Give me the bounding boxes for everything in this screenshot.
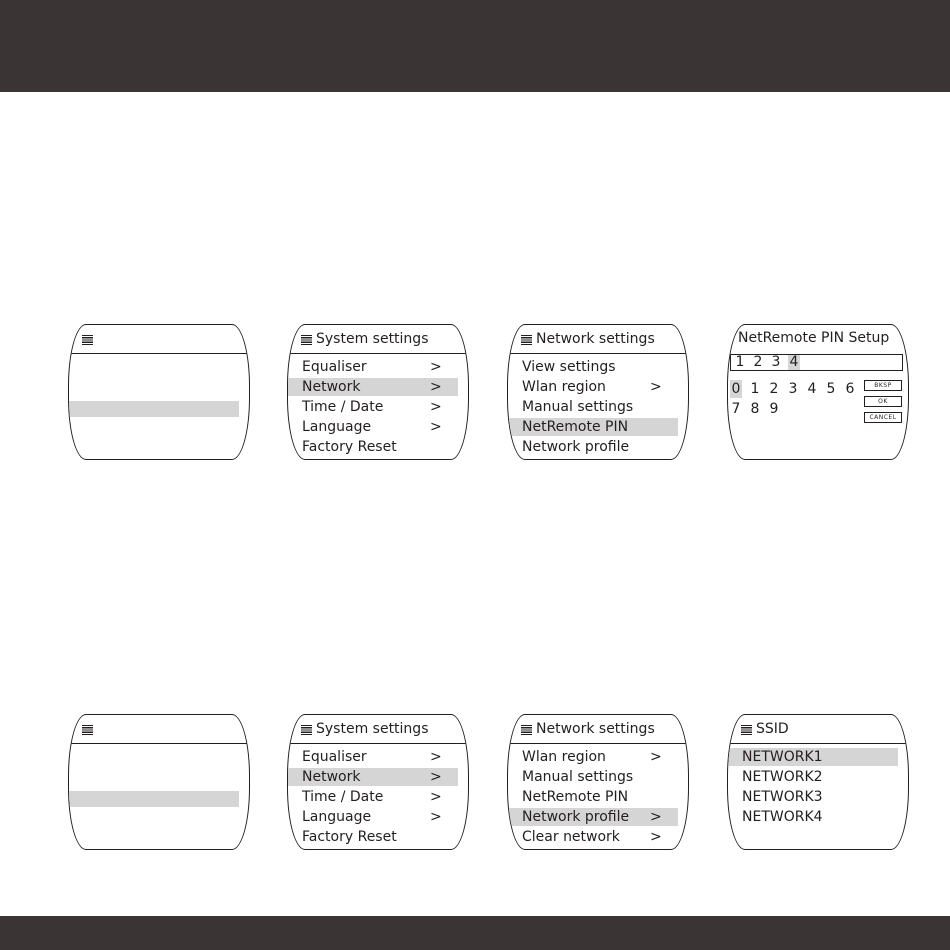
menu-icon [521,335,532,345]
ssid-label: NETWORK4 [742,809,823,825]
menu-item-label: Equaliser [302,359,367,375]
key-0[interactable]: 0 [731,381,741,397]
menu-item-manual-settings[interactable] [508,768,678,786]
menu-item-equaliser[interactable] [288,748,458,766]
menu-item-clear-network[interactable] [508,828,678,846]
chevron-right-icon: > [650,829,662,845]
screen-header [508,715,688,744]
menu-item-label: Language [302,809,372,825]
pin-digit: 4 [789,354,799,370]
screen-title: System settings [316,331,429,347]
menu-item-label: NetRemote PIN [522,419,629,435]
key-2[interactable]: 2 [769,381,779,397]
menu-icon [301,335,312,345]
key-1[interactable]: 1 [750,381,760,397]
screen-header [69,325,249,354]
menu-item-time-date[interactable] [288,788,458,806]
pin-digit: 1 [735,354,745,370]
cancel-button[interactable]: CANCEL [864,412,902,423]
screen-title: NetRemote PIN Setup [738,330,890,346]
pin-digit: 3 [771,354,781,370]
key-5[interactable]: 5 [826,381,836,397]
menu-item-label: Time / Date [302,789,384,805]
menu-item-label: Equaliser [302,749,367,765]
menu-item-netremote-pin[interactable] [508,788,678,806]
backspace-button[interactable]: BKSP [864,380,902,391]
chevron-right-icon: > [430,789,442,805]
key-8[interactable]: 8 [750,401,760,417]
screen-header [69,715,249,744]
menu-item-wlan-region[interactable] [508,748,678,766]
display-screen-system-settings [287,714,469,850]
ok-button[interactable]: OK [864,396,902,407]
pin-digit: 2 [753,354,763,370]
menu-icon [521,725,532,735]
display-screen-network-settings [507,714,689,850]
key-9[interactable]: 9 [769,401,779,417]
key-4[interactable]: 4 [807,381,817,397]
menu-item-factory-reset[interactable] [288,438,458,456]
menu-item-label: Factory Reset [302,439,397,455]
display-screen-main-menu [68,324,250,460]
menu-item-label: Language [302,419,372,435]
menu-item-label: Factory Reset [302,829,397,845]
display-screen-ssid [727,714,909,850]
menu-item-label: Network [302,379,361,395]
menu-item-manual-settings[interactable] [508,398,678,416]
ssid-label: NETWORK3 [742,789,823,805]
pin-entry-field[interactable] [730,354,903,371]
key-6[interactable]: 6 [845,381,855,397]
ssid-label: NETWORK1 [742,749,823,765]
chevron-right-icon: > [430,359,442,375]
key-3[interactable]: 3 [788,381,798,397]
screen-title: SSID [756,721,789,737]
menu-icon [301,725,312,735]
menu-item-label: Network profile [522,439,630,455]
ssid-label: NETWORK2 [742,769,823,785]
menu-item-language[interactable] [288,418,458,436]
menu-item-network[interactable] [288,768,458,786]
menu-item-network[interactable] [288,378,458,396]
chevron-right-icon: > [430,399,442,415]
menu-item-network-profile[interactable] [508,438,678,456]
menu-item-factory-reset[interactable] [288,828,458,846]
menu-item-wlan-region[interactable] [508,378,678,396]
ssid-item-network3[interactable] [728,788,898,806]
chevron-right-icon: > [430,379,442,395]
menu-item-label: Network [302,769,361,785]
screen-header [728,715,908,744]
menu-item-language[interactable] [288,808,458,826]
menu-item-label: Wlan region [522,749,606,765]
menu-item-equaliser[interactable] [288,358,458,376]
menu-item-label: Clear network [522,829,620,845]
menu-item-label: Manual settings [522,399,634,415]
chevron-right-icon: > [430,749,442,765]
chevron-right-icon: > [650,749,662,765]
highlighted-item[interactable] [69,791,239,807]
highlighted-item[interactable] [69,401,239,417]
key-7[interactable]: 7 [731,401,741,417]
menu-icon [82,335,93,345]
screen-header [508,325,688,354]
display-screen-system-settings [287,324,469,460]
menu-item-label: Manual settings [522,769,634,785]
menu-item-label: Wlan region [522,379,606,395]
menu-item-label: Network profile [522,809,630,825]
ssid-item-network4[interactable] [728,808,898,826]
menu-item-netremote-pin[interactable] [508,418,678,436]
chevron-right-icon: > [650,809,662,825]
display-screen-main-menu [68,714,250,850]
menu-icon [82,725,93,735]
display-screen-pin-setup [727,324,909,460]
menu-item-label: NetRemote PIN [522,789,629,805]
ssid-item-network2[interactable] [728,768,898,786]
menu-icon [741,725,752,735]
menu-item-label: View settings [522,359,616,375]
chevron-right-icon: > [430,809,442,825]
ssid-item-network1[interactable] [728,748,898,766]
chevron-right-icon: > [650,379,662,395]
menu-item-view-settings[interactable] [508,358,678,376]
menu-item-label: Time / Date [302,399,384,415]
top-banner [0,0,950,92]
chevron-right-icon: > [430,769,442,785]
display-screen-network-settings [507,324,689,460]
chevron-right-icon: > [430,419,442,435]
menu-item-time-date[interactable] [288,398,458,416]
screen-title: System settings [316,721,429,737]
menu-item-network-profile[interactable] [508,808,678,826]
screen-title: Network settings [536,331,655,347]
screen-title: Network settings [536,721,655,737]
screen-header [288,715,468,744]
bottom-banner [0,916,950,950]
screen-header [288,325,468,354]
